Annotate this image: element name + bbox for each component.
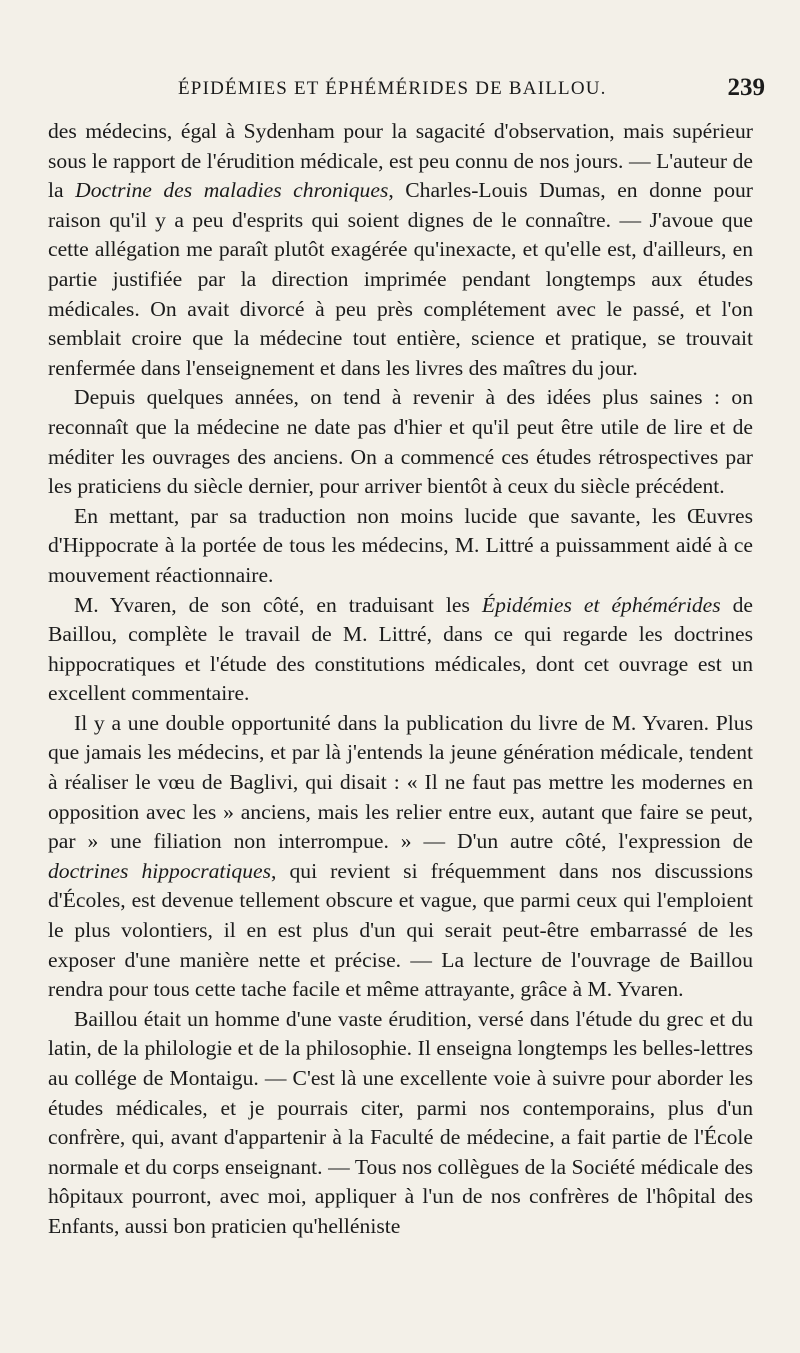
paragraph-5-text-b: , qui revient si fréquemment dans nos discussions d'Écoles, est devenue tellement obscure et vague, que parmi ceux qui l'emploient le plus volontiers, il en est plus d'un qui serait peut-être embarrassé de les exposer d'une manière nette et précise. — La lecture de l'ouvrage de Baillou rendra pour tous cette tache facile et même attrayante, grâce à M. Yvaren. [48, 858, 753, 1002]
paragraph-6 [48, 1005, 753, 1242]
paragraph-4-italic: Épidémies et éphémérides [481, 592, 721, 617]
paragraph-1-italic: Doctrine des maladies chroniques [75, 178, 389, 203]
paragraph-1-text-a: des médecins, égal à Sydenham pour la sagacité d'observation, mais supérieur sous le rapport de l'érudition médicale, est peu connu de nos jours. — L'auteur de la [48, 119, 753, 203]
paragraph-5-text-a: Il y a une double opportunité dans la publication du livre de M. Yvaren. Plus que jamais les médecins, et par là j'entends la jeune génération médicale, tendent à réaliser le vœu de Baglivi, qui disait : « Il ne faut pas mettre les modernes en opposition avec les » anciens, mais les relier entre eux, autant que faire se peut, par » une filiation non interrompue. » — D'un autre côté, l'expression de [48, 710, 753, 854]
paragraph-4 [48, 591, 753, 709]
paragraph-3 [48, 502, 753, 591]
paragraph-2 [48, 383, 753, 501]
page-number: 239 [727, 74, 765, 101]
paragraph-3-text: En mettant, par sa traduction non moins lucide que savante, les Œuvres d'Hippocrate à la portée de tous les médecins, M. Littré a puissamment aidé à ce mouvement réactionnaire. [48, 503, 753, 587]
paragraph-5-italic: doctrines hippocratiques [48, 858, 271, 883]
paragraph-2-text: Depuis quelques années, on tend à revenir à des idées plus saines : on reconnaît que la médecine ne date pas d'hier et qu'il peut être utile de lire et de méditer les ouvrages des anciens. On a commencé ces études rétrospectives par les praticiens du siècle dernier, pour arriver bientôt à ceux du siècle précédent. [48, 385, 753, 499]
paragraph-4-text-b: de Baillou, complète le travail de M. Littré, dans ce qui regarde les doctrines hippocratiques et l'étude des constitutions médicales, dont cet ouvrage est un excellent commentaire. [48, 592, 753, 706]
paragraph-4-text-a: M. Yvaren, de son côté, en traduisant les [74, 592, 482, 617]
paragraph-6-text: Baillou était un homme d'une vaste érudition, versé dans l'étude du grec et du latin, de la philologie et de la philosophie. Il enseigna longtemps les belles-lettres au collége de Montaigu. — C'est là une excellente voie à suivre pour aborder les études médicales, et je pourrais citer, parmi nos contemporains, plus d'un confrère, qui, avant d'appartenir à la Faculté de médecine, a fait partie de l'École normale et du corps enseignant. — Tous nos collègues de la Société médicale des hôpitaux pourront, avec moi, appliquer à l'un de nos confrères de l'hôpital des Enfants, aussi bon praticien qu'helléniste [48, 1006, 753, 1238]
paragraph-1 [48, 117, 753, 383]
paragraph-5 [48, 709, 753, 1005]
running-title: ÉPIDÉMIES ET ÉPHÉMÉRIDES DE BAILLOU. [178, 78, 607, 99]
body-text [48, 117, 753, 1242]
page-header [0, 68, 800, 108]
paragraph-1-text-b: , Charles-Louis Dumas, en donne pour raison qu'il y a peu d'esprits qui soient dignes de le connaître. — J'avoue que cette allégation me paraît plutôt exagérée qu'inexacte, et qu'elle est, d'ailleurs, en partie justifiée par la direction imprimée pendant longtemps aux études médicales. On avait divorcé à peu près complétement avec le passé, et l'on semblait croire que la médecine tout entière, science et pratique, se trouvait renfermée dans l'enseignement et dans les livres des maîtres du jour. [48, 178, 753, 380]
